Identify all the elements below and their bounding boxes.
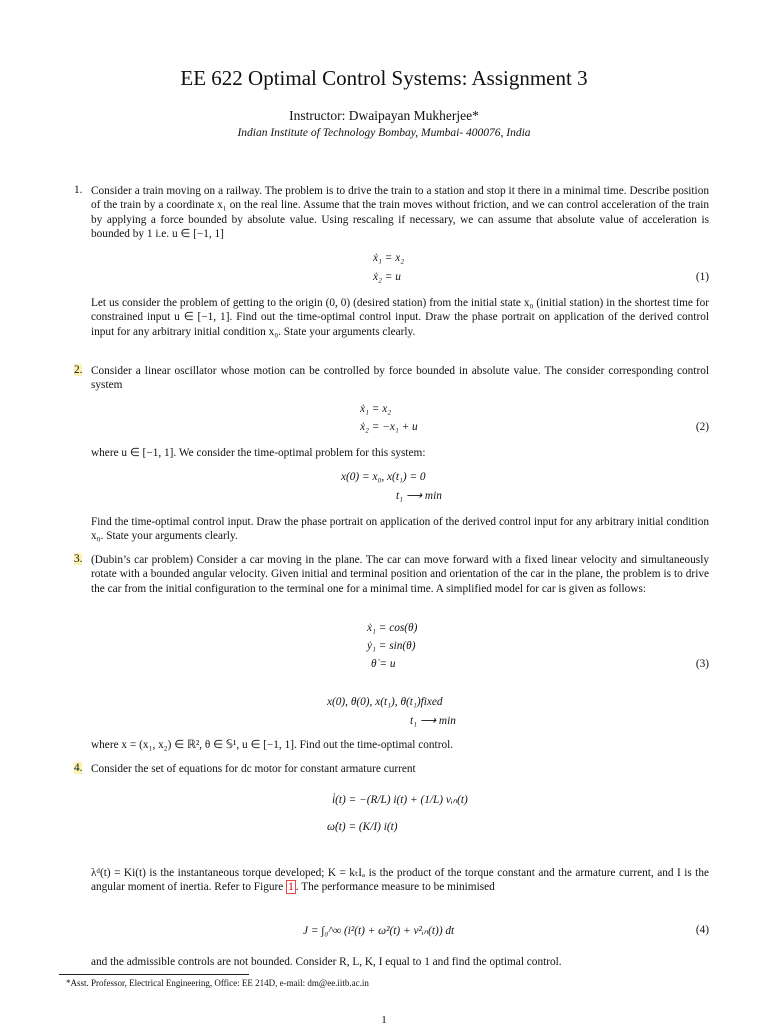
equation-3a: ẋ₁ = cos(θ) <box>367 622 418 634</box>
question-3-text-2: where x = (x₁, x₂) ∈ ℝ², θ ∈ 𝕊¹, u ∈ [−1, 1]. Find out the time-optimal control. <box>91 739 454 751</box>
question-3-number: 3. <box>74 553 83 565</box>
figure-reference-link[interactable]: 1 <box>288 881 294 894</box>
equation-4a: i̇(t) = −(R/L) i(t) + (1/L) vᵢₙ(t) <box>332 794 468 806</box>
equation-4-cost: J = ∫₀^∞ (i²(t) + ω²(t) + v²ᵢₙ(t)) dt <box>303 925 455 937</box>
page-number: 1 <box>381 1014 387 1026</box>
question-2-text-2: where u ∈ [−1, 1]. We consider the time-optimal problem for this system: <box>91 447 426 459</box>
document-title: EE 622 Optimal Control Systems: Assignment 3 <box>180 66 588 90</box>
question-2-text-3: Find the time-optimal control input. Draw the phase portrait on application of the derived control input for any arbitrary initial condition x₀. State your arguments clearly. <box>91 516 709 543</box>
question-4-text-3: and the admissible controls are not bounded. Consider R, L, K, I equal to 1 and find the optimal control. <box>91 956 562 968</box>
condition-3a: x(0), θ(0), x(t₁), θ(t₁)fixed <box>327 696 443 708</box>
condition-3b: t₁ ⟶ min <box>410 715 456 727</box>
condition-2b: t₁ ⟶ min <box>396 490 442 502</box>
equation-3-number: (3) <box>695 658 709 670</box>
question-4-number: 4. <box>74 762 83 774</box>
equation-2b: ẋ₂ = −x₁ + u <box>360 421 418 433</box>
question-4-text: Consider the set of equations for dc motor for constant armature current <box>91 763 416 775</box>
question-3-text: (Dubin’s car problem) Consider a car moving in the plane. The car can move forward with a fixed linear velocity and simultaneously rotate with a bounded angular velocity. Given initial and terminal position and orientation of the car in the plane, the problem is to drive the car from the initial configuration to the terminal one for a minimal time. A simplified model for car is given as follows: <box>91 554 709 595</box>
footnote-rule <box>59 974 249 975</box>
question-2-number: 2. <box>74 364 83 376</box>
equation-2-number: (2) <box>695 421 709 433</box>
condition-2a: x(0) = x₀, x(t₁) = 0 <box>341 471 426 483</box>
equation-4-number: (4) <box>695 924 709 936</box>
equation-1-number: (1) <box>695 271 709 283</box>
question-4-text-2a: λᵈ(t) = Ki(t) is the instantaneous torque developed; K = kₜIₐ is the product of the torque constant and the armature current, and I is the angular moment of inertia. Refer to Figure <box>91 867 709 894</box>
question-1-number: 1. <box>74 184 83 196</box>
equation-3b: ẏ₁ = sin(θ) <box>367 640 416 652</box>
equation-1a: ẋ₁ = x₂ <box>373 252 405 264</box>
equation-2a: ẋ₁ = x₂ <box>360 403 392 415</box>
equation-1b: ẋ₂ = u <box>373 271 401 283</box>
question-1-text: Consider a train moving on a railway. The problem is to drive the train to a station and stop it there in a minimal time. Describe position of the train by a coordinate x₁ on the real line. Assume that the train moves without friction, and we can control acceleration of the train by applying a force bounded by absolute value. Using rescaling if necessary, we can assume that absolute value of acceleration is bounded by 1 i.e. u ∈ [−1, 1] <box>91 185 709 241</box>
affiliation-line: Indian Institute of Technology Bombay, Mumbai- 400076, India <box>237 127 531 139</box>
question-2-text: Consider a linear oscillator whose motion can be controlled by force bounded in absolute value. The consider corresponding control system <box>91 365 709 392</box>
question-1-text-2: Let us consider the problem of getting to the origin (0, 0) (desired station) from the initial state x₀ (initial station) in the shortest time for constrained input u ∈ [−1, 1]. Find out the time-optimal control input. Draw the phase portrait on application of the derived control input for any arbitrary initial condition x₀. State your arguments clearly. <box>91 297 709 338</box>
question-4-text-2b: . The performance measure to be minimised <box>295 881 495 894</box>
equation-3c: θ̇ = u <box>371 658 396 670</box>
equation-4b: ω̇(t) = (K/I) i(t) <box>327 821 398 833</box>
question-4-text-2 <box>91 866 709 895</box>
footnote: *Asst. Professor, Electrical Engineering, Office: EE 214D, e-mail: dm@ee.iitb.ac.in <box>66 978 369 988</box>
author-line: Instructor: Dwaipayan Mukherjee* <box>289 108 479 123</box>
